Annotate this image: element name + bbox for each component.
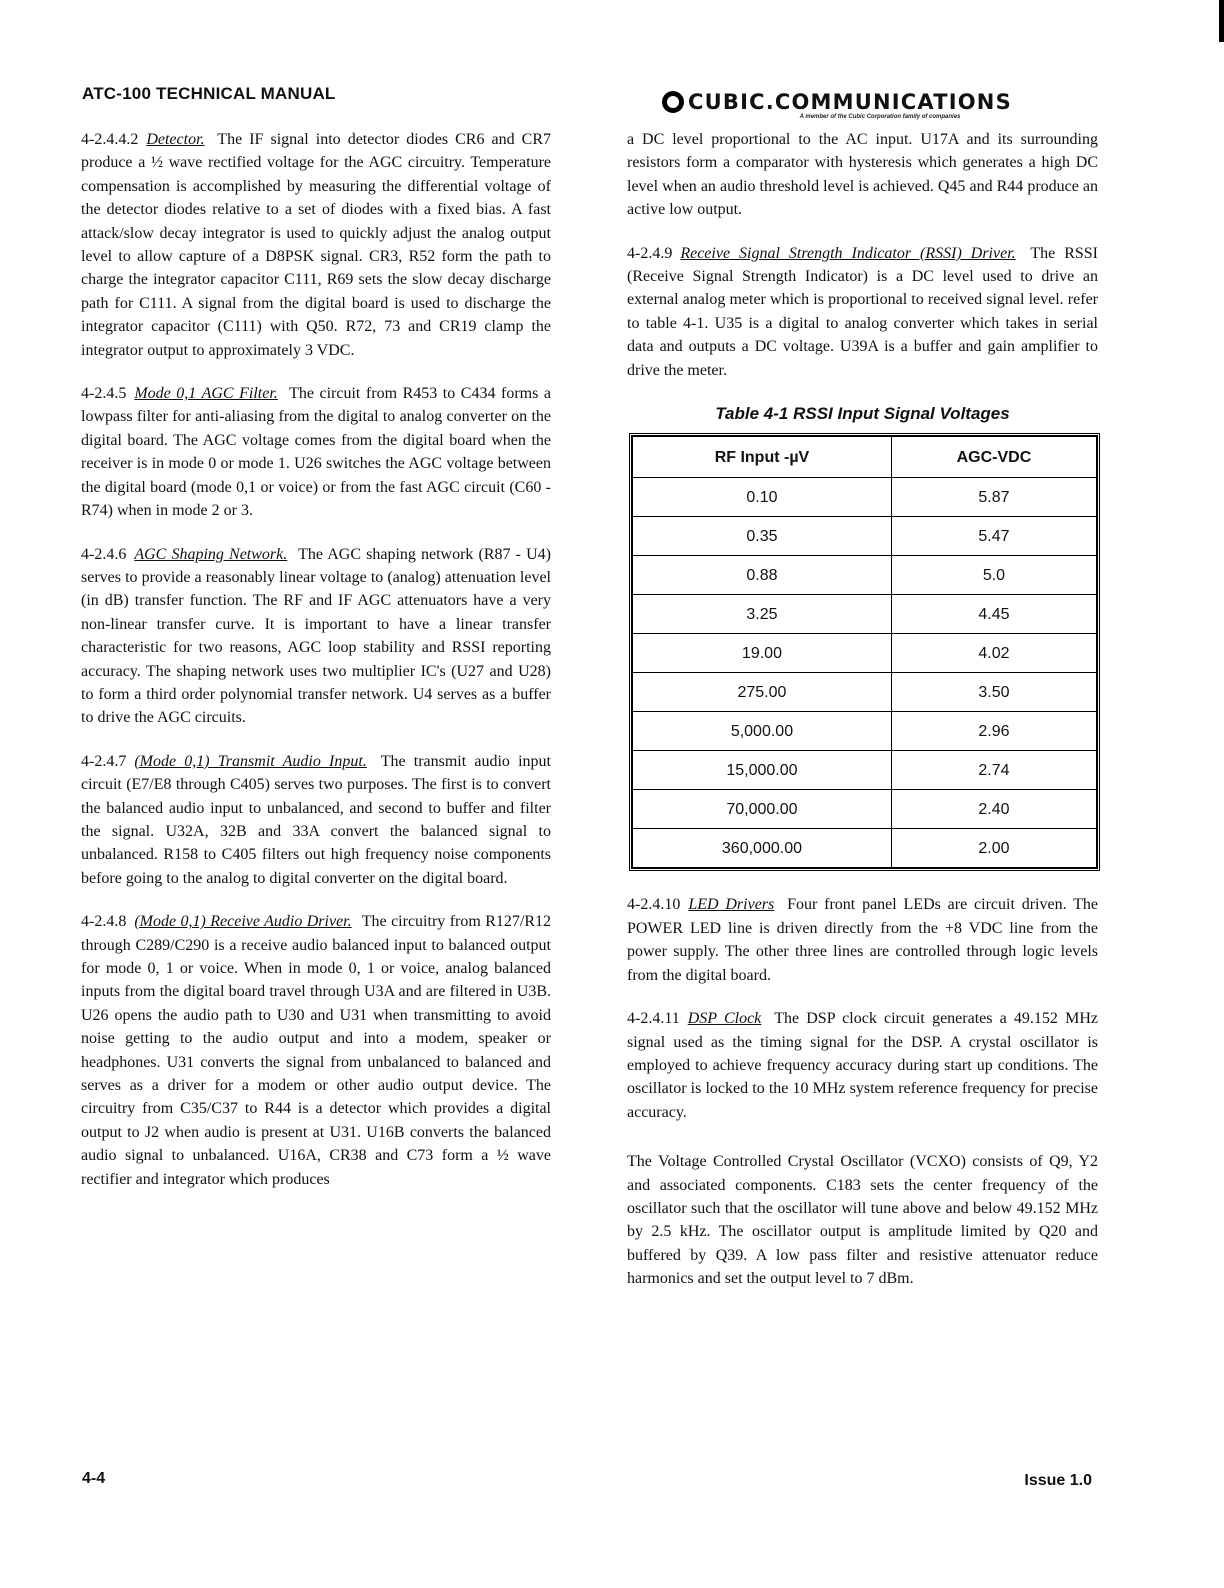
- table-cell: 0.88: [633, 556, 892, 595]
- section-4-2-4-4-2: 4-2.4.4.2 Detector. The IF signal into detector diodes CR6 and CR7 produce a ½ wave rectified voltage for the AGC circuitry. Temperature compensation is accomplished by measuring the differential voltage of the detector diodes relative to a set of diodes with a fixed bias. A fast attack/slow decay integrator is used to quickly adjust the analog output level to allow capture of a D8PSK signal. CR3, R52 form the path to charge the integrator capacitor C111, R69 sets the slow decay discharge path for C111. A signal from the digital board is used to discharge the integrator capacitor (C111) with Q50. R72, 73 and CR19 clamp the integrator output to approximately 3 VDC.: [81, 131, 551, 359]
- column-header: RF Input -µV: [633, 437, 892, 478]
- section-4-2-4-10: 4-2.4.10 LED Drivers Four front panel LEDs are circuit driven. The POWER LED line is driven directly from the +8 VDC line from the power supply. The other three lines are controlled through logic levels from the digital board.: [627, 896, 1099, 984]
- table-cell: 70,000.00: [633, 790, 892, 829]
- table-cell: 2.00: [891, 829, 1096, 868]
- logo-globe-icon: [662, 91, 684, 113]
- table-cell: 5.87: [891, 478, 1096, 517]
- table-cell: 2.40: [891, 790, 1096, 829]
- table-cell: 4.02: [891, 634, 1096, 673]
- section-4-2-4-11: 4-2.4.11 DSP Clock The DSP clock circuit generates a 49.152 MHz signal used as the timing signal for the DSP. A crystal oscillator is employed to achieve frequency accuracy during start up conditions. The oscillator is locked to the 10 MHz system reference frequency for precise accuracy.: [627, 1010, 1099, 1121]
- rssi-table-frame: [629, 433, 1100, 871]
- table-cell: 2.96: [891, 712, 1096, 751]
- table-cell: 19.00: [633, 634, 892, 673]
- table-cell: 3.50: [891, 673, 1096, 712]
- table-cell: 5.0: [891, 556, 1096, 595]
- right-column: [627, 128, 1098, 1311]
- section-4-2-4-5: 4-2.4.5 Mode 0,1 AGC Filter. The circuit from R453 to C434 forms a lowpass filter for anti-aliasing from the digital to analog converter on the digital board. The AGC voltage comes from the digital board when the receiver is in mode 0 or mode 1. U26 switches the AGC voltage between the digital board (mode 0,1 or voice) or from the fast AGC circuit (C60 - R74) when in mode 2 or 3.: [81, 385, 551, 520]
- continuation-paragraph: a DC level proportional to the AC input. U17A and its surrounding resistors form a comparator with hysteresis which generates a high DC level when an audio threshold level is achieved. Q45 and R44 produce an active low output.: [627, 131, 1098, 219]
- table-cell: 15,000.00: [633, 751, 892, 790]
- table-row: [633, 712, 1097, 751]
- table-row: [633, 829, 1097, 868]
- table-cell: 275.00: [633, 673, 892, 712]
- left-column: [81, 128, 551, 1211]
- table-row: [633, 790, 1097, 829]
- section-4-2-4-9: 4-2.4.9 Receive Signal Strength Indicator (RSSI) Driver. The RSSI (Receive Signal Strength Indicator) is a DC level used to drive an external analog meter which is proportional to received signal level. refer to table 4-1. U35 is a digital to analog converter which takes in serial data and outputs a DC voltage. U39A is a buffer and gain amplifier to drive the meter.: [627, 244, 1099, 379]
- page-number: 4-4: [82, 1470, 106, 1487]
- table-row: [633, 478, 1097, 517]
- table-row: [633, 673, 1097, 712]
- column-header: AGC-VDC: [891, 437, 1096, 478]
- table-row: [633, 751, 1097, 790]
- table-cell: 2.74: [891, 751, 1096, 790]
- manual-title: ATC-100 TECHNICAL MANUAL: [82, 84, 336, 103]
- issue-label: Issue 1.0: [1024, 1472, 1092, 1489]
- table-cell: 5,000.00: [633, 712, 892, 751]
- table-row: [633, 556, 1097, 595]
- table-cell: 360,000.00: [633, 829, 892, 868]
- logo-text: CUBIC.COMMUNICATIONS: [688, 90, 1012, 114]
- rssi-table: [632, 436, 1097, 868]
- company-logo: [662, 90, 1082, 120]
- table-cell: 4.45: [891, 595, 1096, 634]
- section-4-2-4-6: 4-2.4.6 AGC Shaping Network. The AGC shaping network (R87 - U4) serves to provide a reasonably linear voltage to (analog) attenuation level (in dB) transfer function. The RF and IF AGC attenuators have a very non-linear transfer curve. It is important to have a linear transfer characteristic for two reasons, AGC loop stability and RSSI reporting accuracy. The shaping network uses two multiplier IC's (U27 and U28) to form a third order polynomial transfer network. U4 serves as a buffer to drive the AGC circuits.: [81, 545, 552, 727]
- table-cell: 5.47: [891, 517, 1096, 556]
- vcxo-paragraph: The Voltage Controlled Crystal Oscillator (VCXO) consists of Q9, Y2 and associated components. C183 sets the center frequency of the oscillator such that the oscillator will tune above and below 49.152 MHz by 2.5 kHz. The oscillator output is amplitude limited by Q20 and buffered by Q39. A low pass filter and resistive attenuator reduce harmonics and set the output level to 7 dBm.: [627, 1153, 1098, 1288]
- scan-edge-mark: [1219, 0, 1224, 42]
- table-row: [633, 634, 1097, 673]
- table-header-row: [633, 437, 1097, 478]
- table-row: [633, 517, 1097, 556]
- table-row: [633, 595, 1097, 634]
- table-cell: 0.10: [633, 478, 892, 517]
- table-cell: 3.25: [633, 595, 892, 634]
- logo-tagline: A member of the Cubic Corporation family of companies: [799, 114, 961, 120]
- table-caption: Table 4-1 RSSI Input Signal Voltages: [715, 404, 1010, 424]
- section-4-2-4-8: 4-2.4.8 (Mode 0,1) Receive Audio Driver. The circuitry from R127/R12 through C289/C290 is a receive audio balanced input to balanced output for mode 0, 1 or voice. When in mode 0, 1 or voice, analog balanced inputs from the digital board travel through U3A and are filtered in U3B. U26 opens the audio path to U30 and U31 when transmitting to avoid noise getting to the audio output and into a modem, speaker or headphones. U31 converts the signal from unbalanced to balanced and serves as a driver for a modem or other audio output device. The circuitry from C35/C37 to R44 is a detector which provides a digital output to J2 when audio is present at U31. U16B converts the balanced audio signal to unbalanced. U16A, CR38 and C73 form a ½ wave rectifier and integrator which produces: [81, 913, 552, 1188]
- table-cell: 0.35: [633, 517, 892, 556]
- section-4-2-4-7: 4-2.4.7 (Mode 0,1) Transmit Audio Input. The transmit audio input circuit (E7/E8 through C405) serves two purposes. The first is to convert the balanced audio input to unbalanced, and second to buffer and filter the signal. U32A, 32B and 33A convert the balanced signal to unbalanced. R158 to C405 filters out high frequency noise components before going to the analog to digital converter on the digital board.: [81, 752, 551, 887]
